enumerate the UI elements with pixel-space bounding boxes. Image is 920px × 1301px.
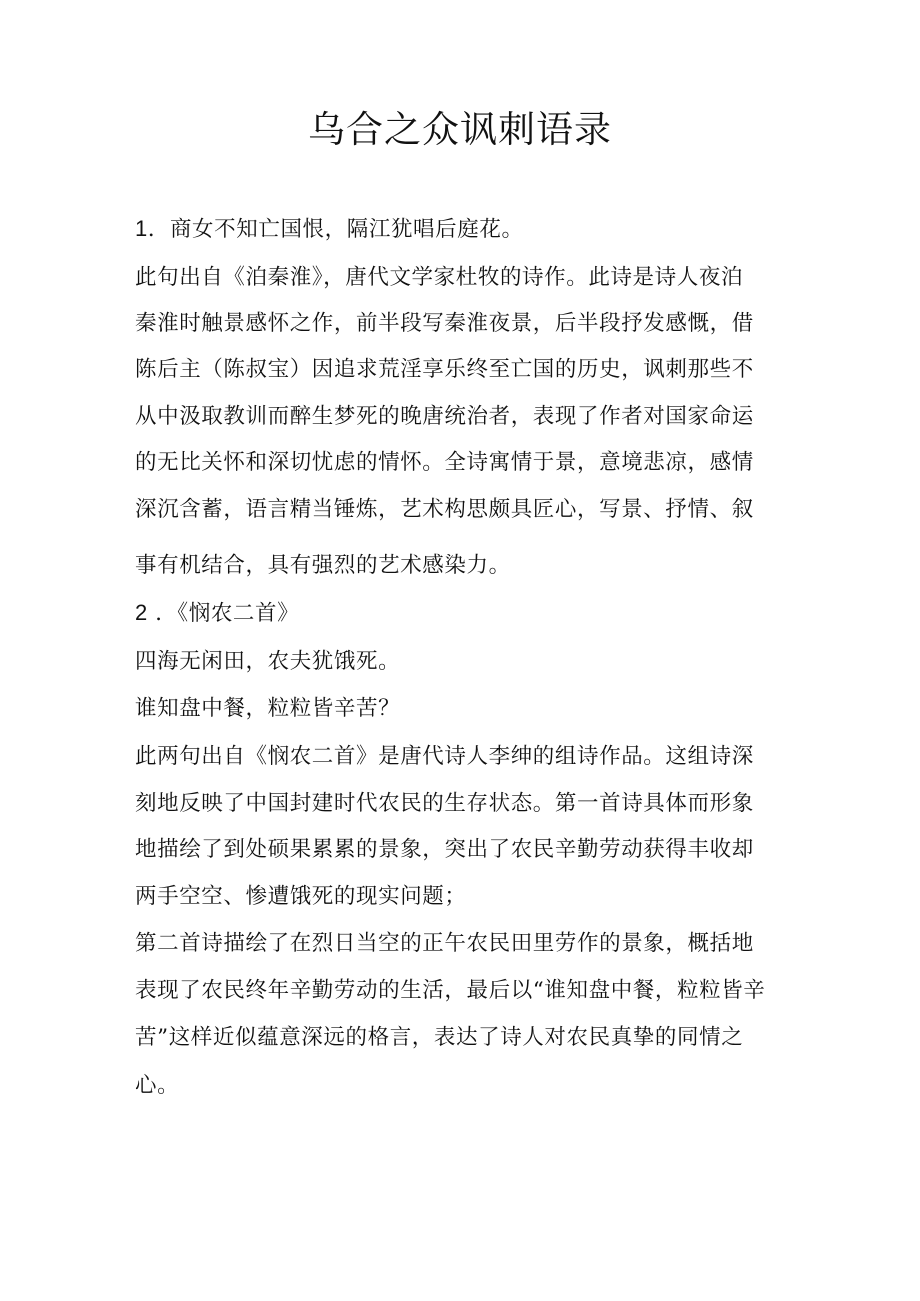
section-2-body-line: 两手空空、惨遭饿死的现实问题； xyxy=(135,884,467,909)
section-2-body-line: 此两句出自《悯农二首》是唐代诗人李绅的组诗作品。这组诗深 xyxy=(135,744,754,769)
section-1-body-line: 的无比关怀和深切忧虑的情怀。全诗寓情于景，意境悲凉，感情 xyxy=(135,450,754,475)
section-2-heading-text: ．《悯农二首》 xyxy=(147,601,300,626)
section-2-body-line: 心。 xyxy=(135,1073,180,1098)
section-1-body-line: 事有机结合，具有强烈的艺术感染力。 xyxy=(135,553,511,578)
section-1-body-line: 陈后主（陈叔宝）因追求荒淫享乐终至亡国的历史，讽刺那些不 xyxy=(135,357,754,382)
section-2-heading xyxy=(135,598,795,629)
section-2-number: 2 xyxy=(135,600,148,625)
poem-line: 四海无闲田，农夫犹饿死。 xyxy=(135,649,401,674)
section-1-body-line: 此句出自《泊秦淮》，唐代文学家杜牧的诗作。此诗是诗人夜泊 xyxy=(135,265,744,290)
section-1-body-line: 从中汲取教训而醉生梦死的晚唐统治者，表现了作者对国家命运 xyxy=(135,404,754,429)
section-2-body-line: 苦”这样近似蕴意深远的格言，表达了诗人对农民真挚的同情之 xyxy=(135,1025,744,1050)
section-1-body-line: 深沉含蓄，语言精当锤炼，艺术构思颇具匠心，写景、抒情、叙 xyxy=(135,497,754,522)
section-2-body-line: 第二首诗描绘了在烈日当空的正午农民田里劳作的景象，概括地 xyxy=(135,931,754,956)
poem-line: 谁知盘中餐，粒粒皆辛苦？ xyxy=(135,696,401,721)
section-2-body-line: 刻地反映了中国封建时代农民的生存状态。第一首诗具体而形象 xyxy=(135,791,754,816)
section-2-body-line: 地描绘了到处硕果累累的景象，突出了农民辛勤劳动获得丰收却 xyxy=(135,837,754,862)
section-1-heading xyxy=(135,214,795,245)
section-1-body-line: 秦淮时触景感怀之作，前半段写秦淮夜景，后半段抒发感慨，借 xyxy=(135,311,754,336)
section-1-heading-text: ．商女不知亡国恨，隔江犹唱后庭花。 xyxy=(147,217,524,242)
section-2-body-line: 表现了农民终年辛勤劳动的生活，最后以“谁知盘中餐，粒粒皆辛 xyxy=(135,978,766,1003)
section-1-number: 1 xyxy=(135,216,148,241)
document-title: 乌合之众讽刺语录 xyxy=(308,108,612,151)
